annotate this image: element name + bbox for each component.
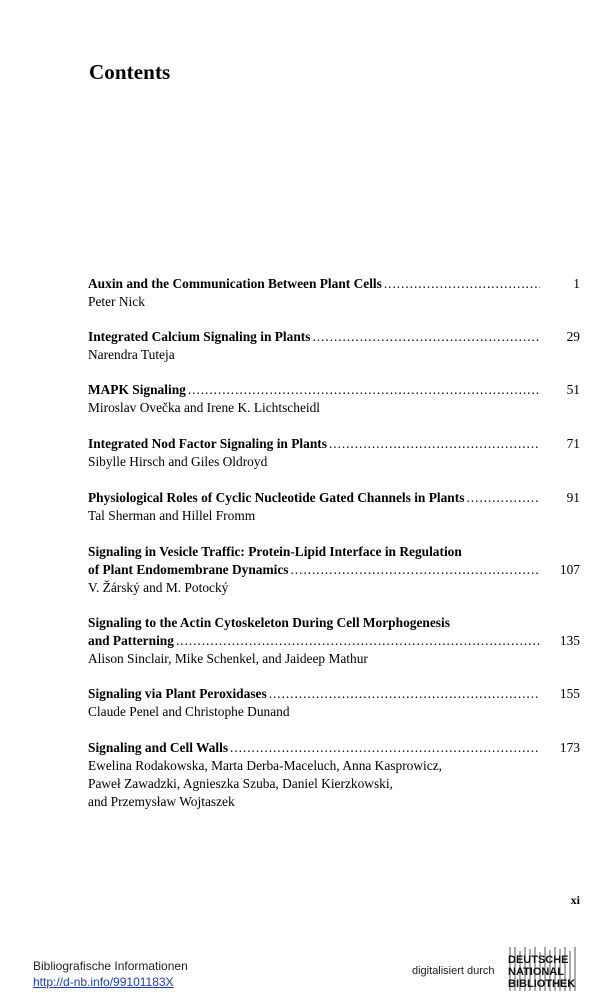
entry-title-first-line: Signaling in Vesicle Traffic: Protein-Lipid Interface in Regulation: [88, 544, 462, 559]
entry-authors: Paweł Zawadzki, Agnieszka Szuba, Daniel Kierzkowski,: [88, 776, 393, 791]
entry-page-number: 1: [573, 276, 580, 291]
entry-title-first-line: Signaling to the Actin Cytoskeleton During Cell Morphogenesis: [88, 615, 450, 630]
footer-label: Bibliografische Informationen: [33, 959, 188, 973]
leader-dots: [269, 685, 540, 703]
entry-authors: and Przemysław Wojtaszek: [88, 794, 235, 809]
entry-title: Signaling and Cell Walls: [88, 740, 229, 755]
leader-dots: [176, 632, 540, 650]
entry-title: Physiological Roles of Cyclic Nucleotide Gated Channels in Plants: [88, 490, 465, 505]
entry-page-number: 173: [559, 740, 580, 755]
entry-title: of Plant Endomembrane Dynamics: [88, 562, 289, 577]
entry-page-number: 135: [559, 633, 580, 648]
entry-page-number: 155: [559, 686, 580, 701]
leader-dots: [188, 381, 540, 399]
toc-entry[interactable]: [88, 489, 580, 525]
toc-entry[interactable]: [88, 435, 580, 471]
toc-entry[interactable]: [88, 381, 580, 417]
dnb-logo-icon: [508, 947, 580, 991]
leader-dots: [291, 561, 541, 579]
digitized-by-label: digitalisiert durch: [412, 965, 495, 977]
page-title: Contents: [89, 60, 171, 84]
entry-authors: Narendra Tuteja: [88, 347, 175, 362]
entry-authors: Claude Penel and Christophe Dunand: [88, 704, 290, 719]
toc-entry[interactable]: [88, 328, 580, 364]
leader-dots: [466, 489, 540, 507]
entry-title: Auxin and the Communication Between Plant Cells: [88, 276, 382, 291]
entry-authors: Tal Sherman and Hillel Fromm: [88, 508, 256, 523]
entry-page-number: 51: [566, 382, 580, 397]
leader-dots: [312, 328, 540, 346]
toc-entry[interactable]: [88, 614, 580, 668]
entry-title: and Patterning: [88, 633, 174, 648]
toc-entry[interactable]: [88, 275, 580, 311]
toc-entry[interactable]: [88, 543, 580, 597]
footer-link[interactable]: http://d-nb.info/99101183X: [33, 975, 174, 989]
leader-dots: [384, 275, 540, 293]
entry-authors: Peter Nick: [88, 294, 145, 309]
entry-page-number: 91: [566, 490, 580, 505]
entry-authors: Miroslav Ovečka and Irene K. Lichtscheidl: [88, 400, 321, 415]
entry-title: Integrated Calcium Signaling in Plants: [88, 329, 311, 344]
entry-page-number: 29: [566, 329, 580, 344]
entry-page-number: 107: [559, 562, 580, 577]
entry-authors: V. Žárský and M. Potocký: [88, 580, 229, 595]
page-number: xi: [570, 893, 580, 907]
toc-entry[interactable]: [88, 739, 580, 811]
toc-entry[interactable]: [88, 685, 580, 721]
entry-title: Signaling via Plant Peroxidases: [88, 686, 267, 701]
leader-dots: [230, 739, 540, 757]
entry-authors: Sibylle Hirsch and Giles Oldroyd: [88, 454, 268, 469]
entry-title: MAPK Signaling: [88, 382, 186, 397]
logo-line-1: DEUTSCHE: [508, 954, 569, 966]
logo-line-3: BIBLIOTHEK: [508, 978, 576, 990]
leader-dots: [329, 435, 540, 453]
footer-bibliographic-info: [33, 958, 188, 990]
entry-page-number: 71: [566, 436, 580, 451]
entry-authors: Ewelina Rodakowska, Marta Derba-Maceluch, Anna Kasprowicz,: [88, 758, 442, 773]
entry-title: Integrated Nod Factor Signaling in Plants: [88, 436, 327, 451]
logo-line-2: NATIONAL: [508, 966, 565, 978]
entry-authors: Alison Sinclair, Mike Schenkel, and Jaideep Mathur: [88, 651, 368, 666]
